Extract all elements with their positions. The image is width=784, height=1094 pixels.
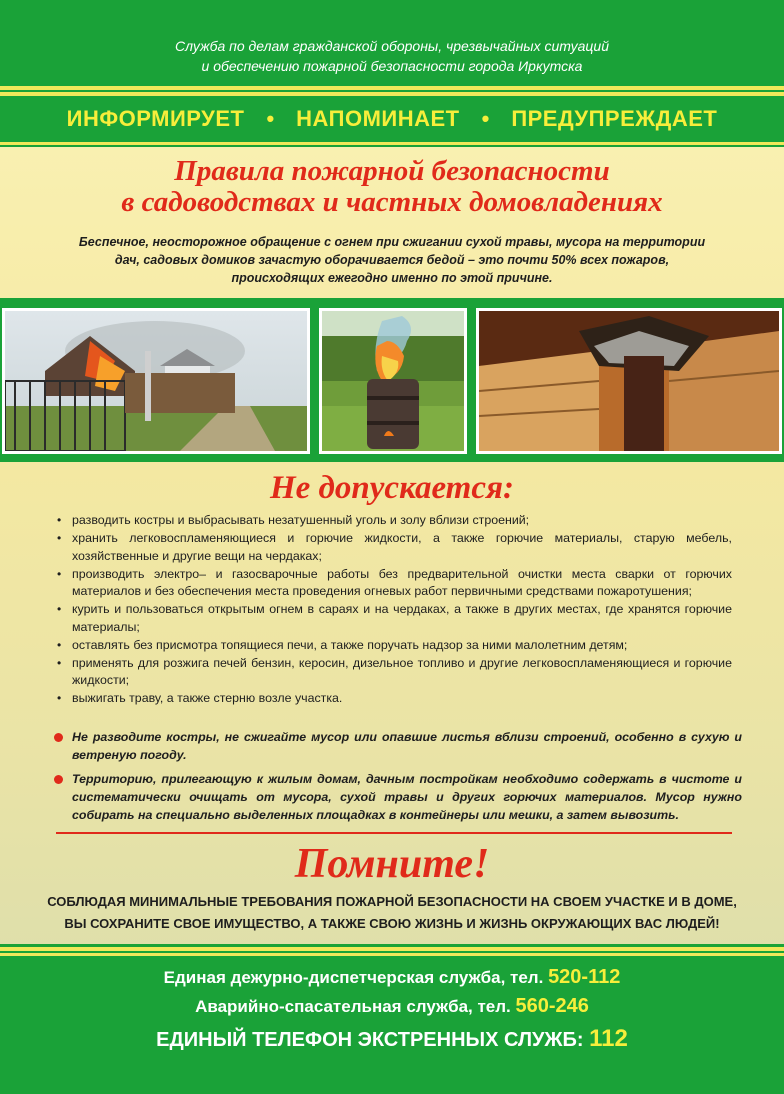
- list-item: [52, 566, 732, 601]
- red-bullet-icon: [54, 775, 63, 784]
- motto-separator: •: [481, 106, 490, 131]
- list-item: [52, 637, 732, 655]
- remember-line-1: СОБЛЮДАЯ МИНИМАЛЬНЫЕ ТРЕБОВАНИЯ ПОЖАРНОЙ БЕЗОПАСНОСТИ НА СВОЕМ УЧАСТКЕ И В ДОМЕ,: [47, 894, 737, 909]
- motto-informs: ИНФОРМИРУЕТ: [66, 106, 245, 131]
- dispatch-phone: 520-112: [548, 966, 621, 988]
- motto-band: [0, 96, 784, 142]
- note-item: [52, 728, 742, 764]
- motto-reminds: НАПОМИНАЕТ: [296, 106, 460, 131]
- motto-warns: ПРЕДУПРЕЖДАЕТ: [511, 106, 718, 131]
- list-item-text: выжигать траву, а также стерню возле участка.: [72, 691, 343, 705]
- contacts-footer: [0, 956, 784, 1094]
- charred-chimney-photo: [476, 308, 782, 454]
- emergency-label: ЕДИНЫЙ ТЕЛЕФОН ЭКСТРЕННЫХ СЛУЖБ:: [156, 1029, 584, 1051]
- rescue-phone: 560-246: [515, 995, 589, 1017]
- burning-house-photo: [2, 308, 310, 454]
- prohibited-heading: Не допускается:: [269, 470, 514, 506]
- title-line-1: Правила пожарной безопасности: [174, 155, 610, 187]
- rescue-contact: [0, 993, 784, 1020]
- header-line-2: и обеспечению пожарной безопасности города Иркутска: [201, 58, 583, 74]
- note-text: Территорию, прилегающую к жилым домам, дачным постройкам необходимо содержать в чистоте и систематически очищать от мусора, сухой травы и других горючих материалов. Мусор нужно собирать на специально выделенных площадках в контейнеры или мешки, а затем вывозить.: [72, 772, 742, 822]
- dispatch-label: Единая дежурно-диспетчерская служба, тел.: [163, 968, 544, 987]
- title-line-2: в садоводствах и частных домовладениях: [121, 186, 663, 218]
- red-bullet-icon: [54, 733, 63, 742]
- note-item: [52, 770, 742, 824]
- intro-paragraph: [40, 233, 744, 287]
- prohibited-list: [52, 512, 732, 708]
- bullet: •: [57, 691, 62, 705]
- remember-heading: Помните!: [294, 841, 490, 887]
- bullet: •: [57, 531, 62, 545]
- list-item-text: разводить костры и выбрасывать незатушенный уголь и золу вблизи строений;: [72, 513, 530, 527]
- intro-line-2: дач, садовых домиков зачастую оборачивается бедой – это почти 50% всех пожаров,: [114, 253, 670, 267]
- emergency-contact: [0, 1024, 784, 1055]
- list-item-text: курить и пользоваться открытым огнем в сараях и на чердаках, а также в других местах, где хранятся горючие материалы;: [72, 602, 732, 634]
- list-item: [52, 601, 732, 636]
- red-divider: [56, 832, 732, 834]
- bullet: •: [57, 655, 62, 670]
- notes-list: [52, 728, 742, 830]
- intro-line-3: происходящих ежегодно именно по этой причине.: [231, 271, 553, 285]
- bullet: •: [57, 602, 62, 616]
- list-item: [52, 512, 732, 530]
- motto-separator: •: [266, 106, 275, 131]
- note-text: Не разводите костры, не сжигайте мусор или опавшие листья вблизи строений, особенно в сухую и ветреную погоду.: [72, 730, 742, 762]
- list-item: [52, 655, 732, 690]
- rescue-label: Аварийно-спасательная служба, тел.: [195, 997, 511, 1016]
- motto-stripe-green: [0, 145, 784, 147]
- list-item: [52, 530, 732, 565]
- remember-line-2: ВЫ СОХРАНИТЕ СВОЕ ИМУЩЕСТВО, А ТАКЖЕ СВОЮ ЖИЗНЬ И ЖИЗНЬ ОКРУЖАЮЩИХ ВАС ЛЮДЕЙ!: [64, 916, 720, 931]
- list-item-text: производить электро– и газосварочные работы без предварительной очистки места сварки от горючих материалов и без обеспечения места проведения огневых работ первичными средствами пожаротушения;: [72, 566, 732, 598]
- list-item: [52, 690, 732, 708]
- bullet: •: [57, 513, 62, 527]
- dispatch-contact: [0, 964, 784, 991]
- list-item-text: оставлять без присмотра топящиеся печи, а также поручать надзор за ними малолетним детям;: [72, 637, 628, 652]
- bullet: •: [57, 637, 62, 652]
- list-item-text: применять для розжига печей бензин, керосин, дизельное топливо и другие легковоспламеняющиеся и горючие жидкости;: [72, 655, 732, 687]
- page-title: [0, 156, 784, 218]
- intro-line-1: Беспечное, неосторожное обращение с огнем при сжигании сухой травы, мусора на территории: [78, 235, 706, 249]
- header-band: [0, 0, 784, 86]
- list-item-text: хранить легковоспламеняющиеся и горючие жидкости, а также горючие материалы, старую мебель, хозяйственные и другие вещи на чердаках;: [72, 531, 732, 563]
- header-line-1: Служба по делам гражданской обороны, чрезвычайных ситуаций: [174, 38, 609, 54]
- bullet: •: [57, 566, 62, 581]
- remember-text: [30, 891, 754, 935]
- header-organization: [0, 36, 784, 76]
- burning-barrel-photo: [319, 308, 467, 454]
- emergency-phone: 112: [589, 1025, 628, 1052]
